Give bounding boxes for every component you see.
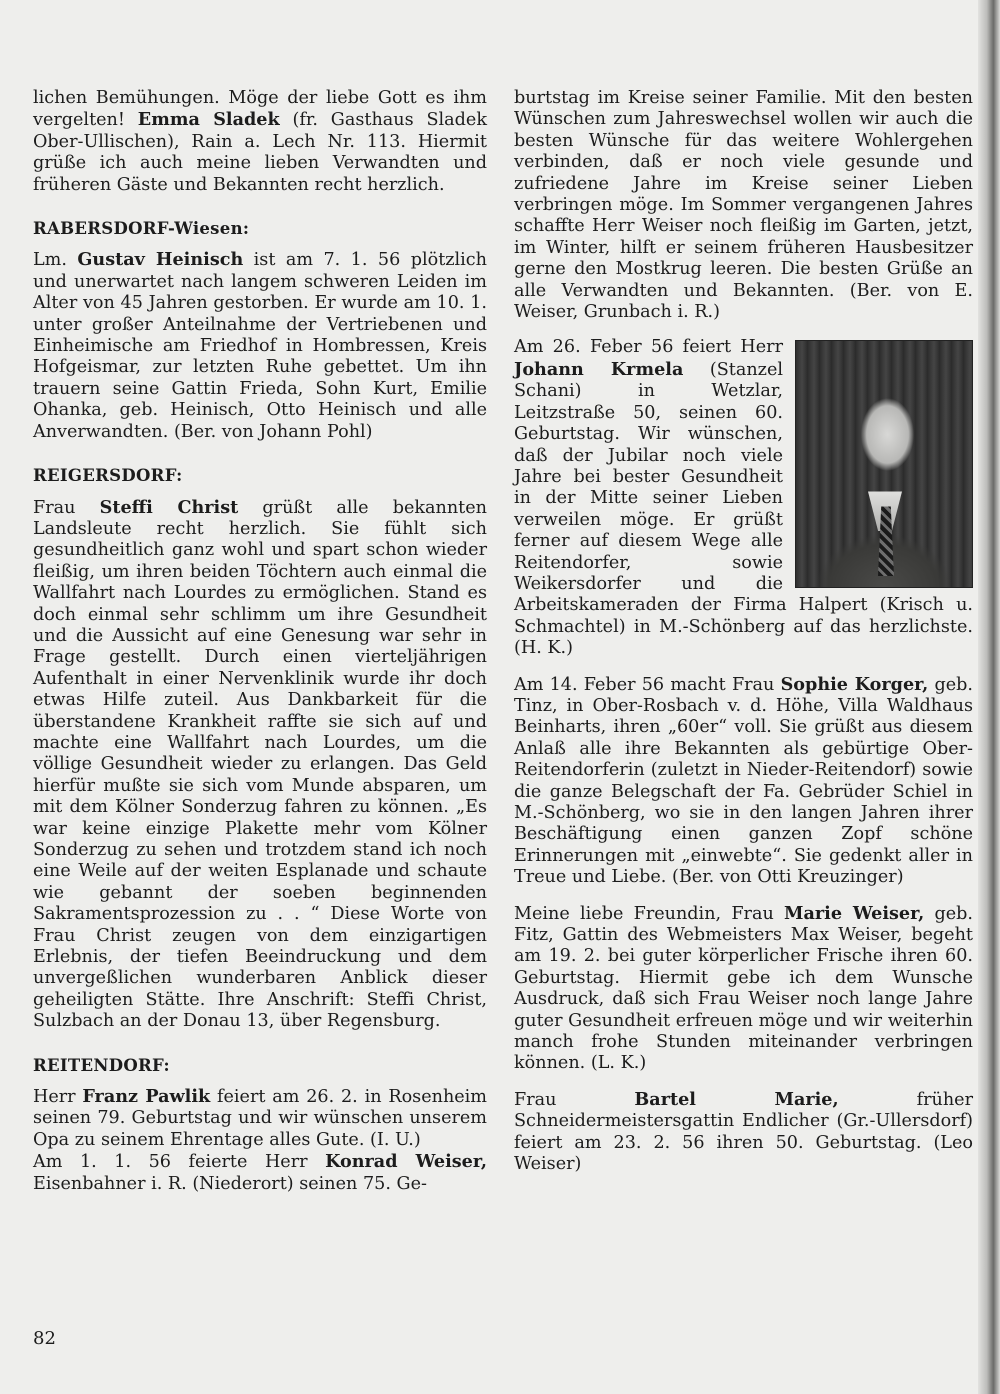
text: Meine liebe Freundin, Frau [514, 903, 785, 924]
krmela-paragraph [514, 337, 973, 659]
page-number: 82 [33, 1328, 56, 1349]
text: früher Schneidermeistersgattin Endlicher (Gr.-Ullersdorf) feiert am 23. 2. 56 ihren 50. Geburtstag. (Leo Weiser) [514, 1089, 974, 1175]
portrait-photo [795, 340, 973, 588]
text: grüßt alle bekannten Landsleute recht herzlich. Sie fühlt sich gesundheitlich ganz wohl und spart schon wieder fleißig, um ihren beiden Töchtern auch einmal die Wallfahrt nach Lourdes zu ermöglichen. Stand es doch einmal sehr schlimm um ihre Gesundheit und die Aussicht auf eine Genesung war sehr in Frage gestellt. Durch einen vierteljährigen Aufenthalt in einer Nervenklinik wurde ihr doch etwas Hilfe zuteil. Aus Dankbarkeit für die überstandene Krankheit raffte sie sich auf und machte eine Wallfahrt nach Lourdes, um die völlige Gesundheit wieder zu erlangen. Das Geld hierfür mußte sie sich vom Munde absparen, um mit dem Kölner Sonderzug fahren zu können. „Es war keine einzige Plakette mehr vom Kölner Sonderzug zu sehen und trotzdem stand ich noch eine Weile auf der weiten Esplanade und schaute wie gebannt der soeben beginnenden Sakramentsprozession zu . . “ Diese Worte von Frau Christ zeugen von dem einzigartigen Erlebnis, der tiefen Beeindruckung und dem unvergeßlichen wunderbaren Anblick dieser geheiligten Stätte. Ihre Anschrift: Steffi Christ, Sulzbach an der Donau 13, über Regensburg. [33, 497, 487, 1032]
person-name: Johann Krmela [514, 358, 684, 380]
text: ist am 7. 1. 56 plötzlich und unerwartet nach langem schweren Leiden im Alter von 45 Jahren gestorben. Er wurde am 10. 1. unter großer Anteilnahme der Vertriebenen und Einheimische am Friedhof in Hombressen, Kreis Hofgeismar, zur letzten Ruhe gebettet. Um ihn trauern seine Gattin Frieda, Sohn Kurt, Emilie Ohanka, geb. Heinisch, Otto Heinisch und alle Anverwandten. (Ber. von Johann Pohl) [33, 250, 487, 442]
section-heading-reitendorf: REITENDORF: [33, 1055, 170, 1075]
person-name: Marie Weiser, [784, 902, 925, 924]
text: Lm. [33, 250, 78, 271]
text: geb. Tinz, in Ober-Rosbach v. d. Höhe, Villa Waldhaus Beinharts, ihren „60er“ voll. Sie grüßt aus diesem Anlaß alle ihre Bekannten als gebürtige Ober-Reitendorferin (zuletzt in Nieder-Reitendorf) sowie die ganze Belegschaft der Fa. Gebrüder Schiel in M.-Schönberg, wo sie in den langen Jahren ihrer Beschäftigung einen ganzen Zopf schöne Erinnerungen mit „einwebte“. Sie gedenkt aller in Treue und Liebe. (Ber. von Otti Kreuzinger) [514, 674, 973, 888]
page-binding-edge [978, 0, 1000, 1394]
korger-paragraph [514, 674, 973, 889]
person-name: Sophie Korger, [780, 673, 929, 695]
reitendorf-paragraph-pawlik [33, 1086, 487, 1151]
bartel-paragraph [514, 1089, 973, 1176]
text: lichen Bemühungen. Möge der liebe Gott es ihm vergelten! [33, 88, 487, 131]
section-heading-reigersdorf: REIGERSDORF: [33, 466, 183, 486]
text: Frau [33, 497, 100, 518]
text: Am 26. Feber 56 feiert Herr [514, 337, 783, 358]
text: (Stanzel Schani) in Wetzlar, Leitzstraße 50, seinen 60. Geburtstag. Wir wünschen, daß der Jubilar noch viele Jahre bei bester Gesundheit in der Mitte seiner Lieben verweilen möge. Er grüßt ferner auf diesem Wege alle Reitendorfer, sowie Weikersdorfer und die Arbeitskameraden der Firma Halpert (Krisch u. Schmachtel) in M.-Schönberg auf das herzlichste. (H. K.) [514, 359, 973, 659]
text: Am 1. 1. 56 feierte Herr [33, 1152, 326, 1173]
person-name: Steffi Christ [99, 496, 239, 518]
intro-paragraph [33, 88, 487, 196]
reitendorf-paragraph-weiser [33, 1151, 487, 1195]
person-name: Emma Sladek [137, 109, 280, 131]
left-column [33, 88, 487, 1209]
right-column [514, 88, 973, 1190]
text: geb. Fitz, Gattin des Webmeisters Max Weiser, begeht am 19. 2. bei guter körperlicher Frische ihren 60. Geburtstag. Hiermit gebe ich dem Wunsche Ausdruck, daß sich Frau Weiser noch lange Jahre guter Gesundheit erfreuen möge und wir weiterhin manch frohe Stunden miteinander verbringen können. (L. K.) [514, 903, 974, 1074]
person-name: Franz Pawlik [82, 1086, 211, 1108]
marie-weiser-paragraph [514, 903, 973, 1075]
section-heading-rabersdorf: RABERSDORF-Wiesen: [33, 219, 250, 239]
text: feiert am 26. 2. in Rosenheim seinen 79. Geburtstag und wir wünschen unserem Opa zu seinem Ehrentage alles Gute. (I. U.) [33, 1087, 487, 1150]
rabersdorf-paragraph [33, 249, 487, 443]
person-name: Bartel Marie, [634, 1088, 839, 1110]
text: (fr. Gasthaus Sladek Ober-Ullischen), Rain a. Lech Nr. 113. Hiermit grüße ich auch meine lieben Verwandten und früheren Gäste und Bekannten recht herzlich. [33, 110, 487, 195]
text: Eisenbahner i. R. (Niederort) seinen 75. Ge- [33, 1173, 427, 1194]
text: Frau [514, 1089, 635, 1110]
continuation-paragraph: burtstag im Kreise seiner Familie. Mit den besten Wünschen zum Jahreswechsel wollen wir auch die besten Wünsche für das weitere Wohlergehen verbinden, daß er noch viele gesunde und zufriedene Jahre im Kreise seiner Lieben verbringen möge. Im Sommer vergangenen Jahres schaffte Herr Weiser noch fleißig im Garten, jetzt, im Winter, hilft er seinem früheren Hausbesitzer gerne den Mostkrug leeren. Die besten Grüße an alle Verwandten und Bekannten. (Ber. von E. Weiser, Grunbach i. R.) [514, 88, 973, 323]
text: Herr [33, 1087, 83, 1108]
person-name: Konrad Weiser, [325, 1151, 487, 1173]
reigersdorf-paragraph [33, 497, 487, 1033]
text: Am 14. Feber 56 macht Frau [514, 674, 781, 695]
person-name: Gustav Heinisch [77, 249, 244, 271]
